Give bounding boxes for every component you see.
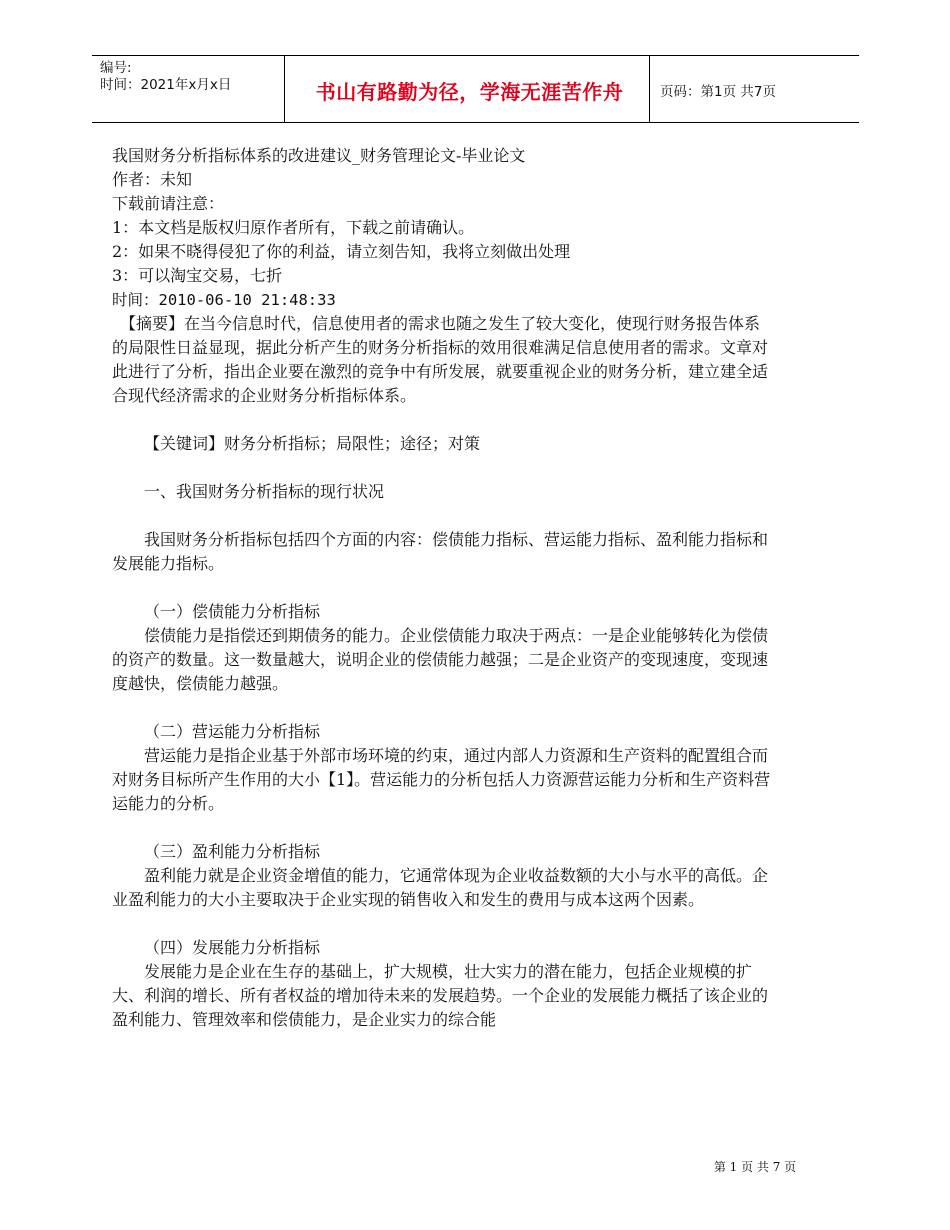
header-motto: 书山有路勤为径，学海无涯苦作舟: [315, 80, 624, 104]
time-label: 时间：2021年x月x日: [100, 77, 232, 93]
document-title: 我国财务分析指标体系的改进建议_财务管理论文-毕业论文: [112, 146, 526, 165]
subsection-3-body: 盈利能力就是企业资金增值的能力，它通常体现为企业收益数额的大小与水平的高低。企业盈利能力的大小主要取决于企业实现的销售收入和发生的费用与成本这两个因素。: [112, 866, 769, 909]
notice-item-3: 3：可以淘宝交易，七折: [112, 266, 283, 285]
header-divider-right: [649, 56, 650, 122]
subsection-2-heading: （二）营运能力分析指标: [144, 722, 321, 741]
subsection-4-heading: （四）发展能力分析指标: [144, 938, 321, 957]
header-page-info: 页码：第1页 共7页: [660, 84, 776, 100]
author-line: 作者：未知: [112, 170, 193, 189]
page-footer: 第 1 页 共 7 页: [713, 1160, 797, 1174]
header-meta: [100, 60, 280, 94]
number-label: 编号:: [100, 60, 132, 76]
subsection-3-heading: （三）盈利能力分析指标: [144, 842, 321, 861]
section-1-heading: 一、我国财务分析指标的现行状况: [144, 482, 385, 501]
section-1-intro: 我国财务分析指标包括四个方面的内容：偿债能力指标、营运能力指标、盈利能力指标和发展能力指标。: [112, 530, 769, 573]
subsection-4-body: 发展能力是企业在生存的基础上，扩大规模，壮大实力的潜在能力，包括企业规模的扩大、利润的增长、所有者权益的增加待未来的发展趋势。一个企业的发展能力概括了该企业的盈利能力、管理效率和偿债能力，是企业实力的综合能: [112, 962, 769, 1029]
document-body: [112, 144, 772, 1032]
subsection-1-heading: （一）偿债能力分析指标: [144, 602, 321, 621]
subsection-1-body: 偿债能力是指偿还到期债务的能力。企业偿债能力取决于两点：一是企业能够转化为偿债的资产的数量。这一数量越大，说明企业的偿债能力越强；二是企业资产的变现速度，变现速度越快，偿债能力越强。: [112, 626, 769, 693]
notice-heading: 下载前请注意：: [112, 194, 225, 213]
notice-item-2: 2：如果不晓得侵犯了你的利益，请立刻告知，我将立刻做出处理: [112, 242, 571, 261]
subsection-2-body: 营运能力是指企业基于外部市场环境的约束，通过内部人力资源和生产资料的配置组合而对财务目标所产生作用的大小【1】。营运能力的分析包括人力资源营运能力分析和生产资料营运能力的分析。: [112, 746, 771, 813]
header-divider-left: [284, 56, 285, 122]
abstract-paragraph: 【摘要】在当今信息时代，信息使用者的需求也随之发生了较大变化，使现行财务报告体系的局限性日益显现，据此分析产生的财务分析指标的效用很难满足信息使用者的需求。文章对此进行了分析，指出企业要在激烈的竞争中有所发展，就要重视企业的财务分析，建立建全适合现代经济需求的企业财务分析指标体系。: [112, 314, 769, 405]
timestamp-line: 时间：2010-06-10 21:48:33: [112, 291, 336, 309]
keywords-line: 【关键词】财务分析指标；局限性；途径；对策: [144, 434, 481, 453]
notice-item-1: 1：本文档是版权归原作者所有，下载之前请确认。: [112, 218, 475, 237]
page-header: [92, 55, 859, 123]
